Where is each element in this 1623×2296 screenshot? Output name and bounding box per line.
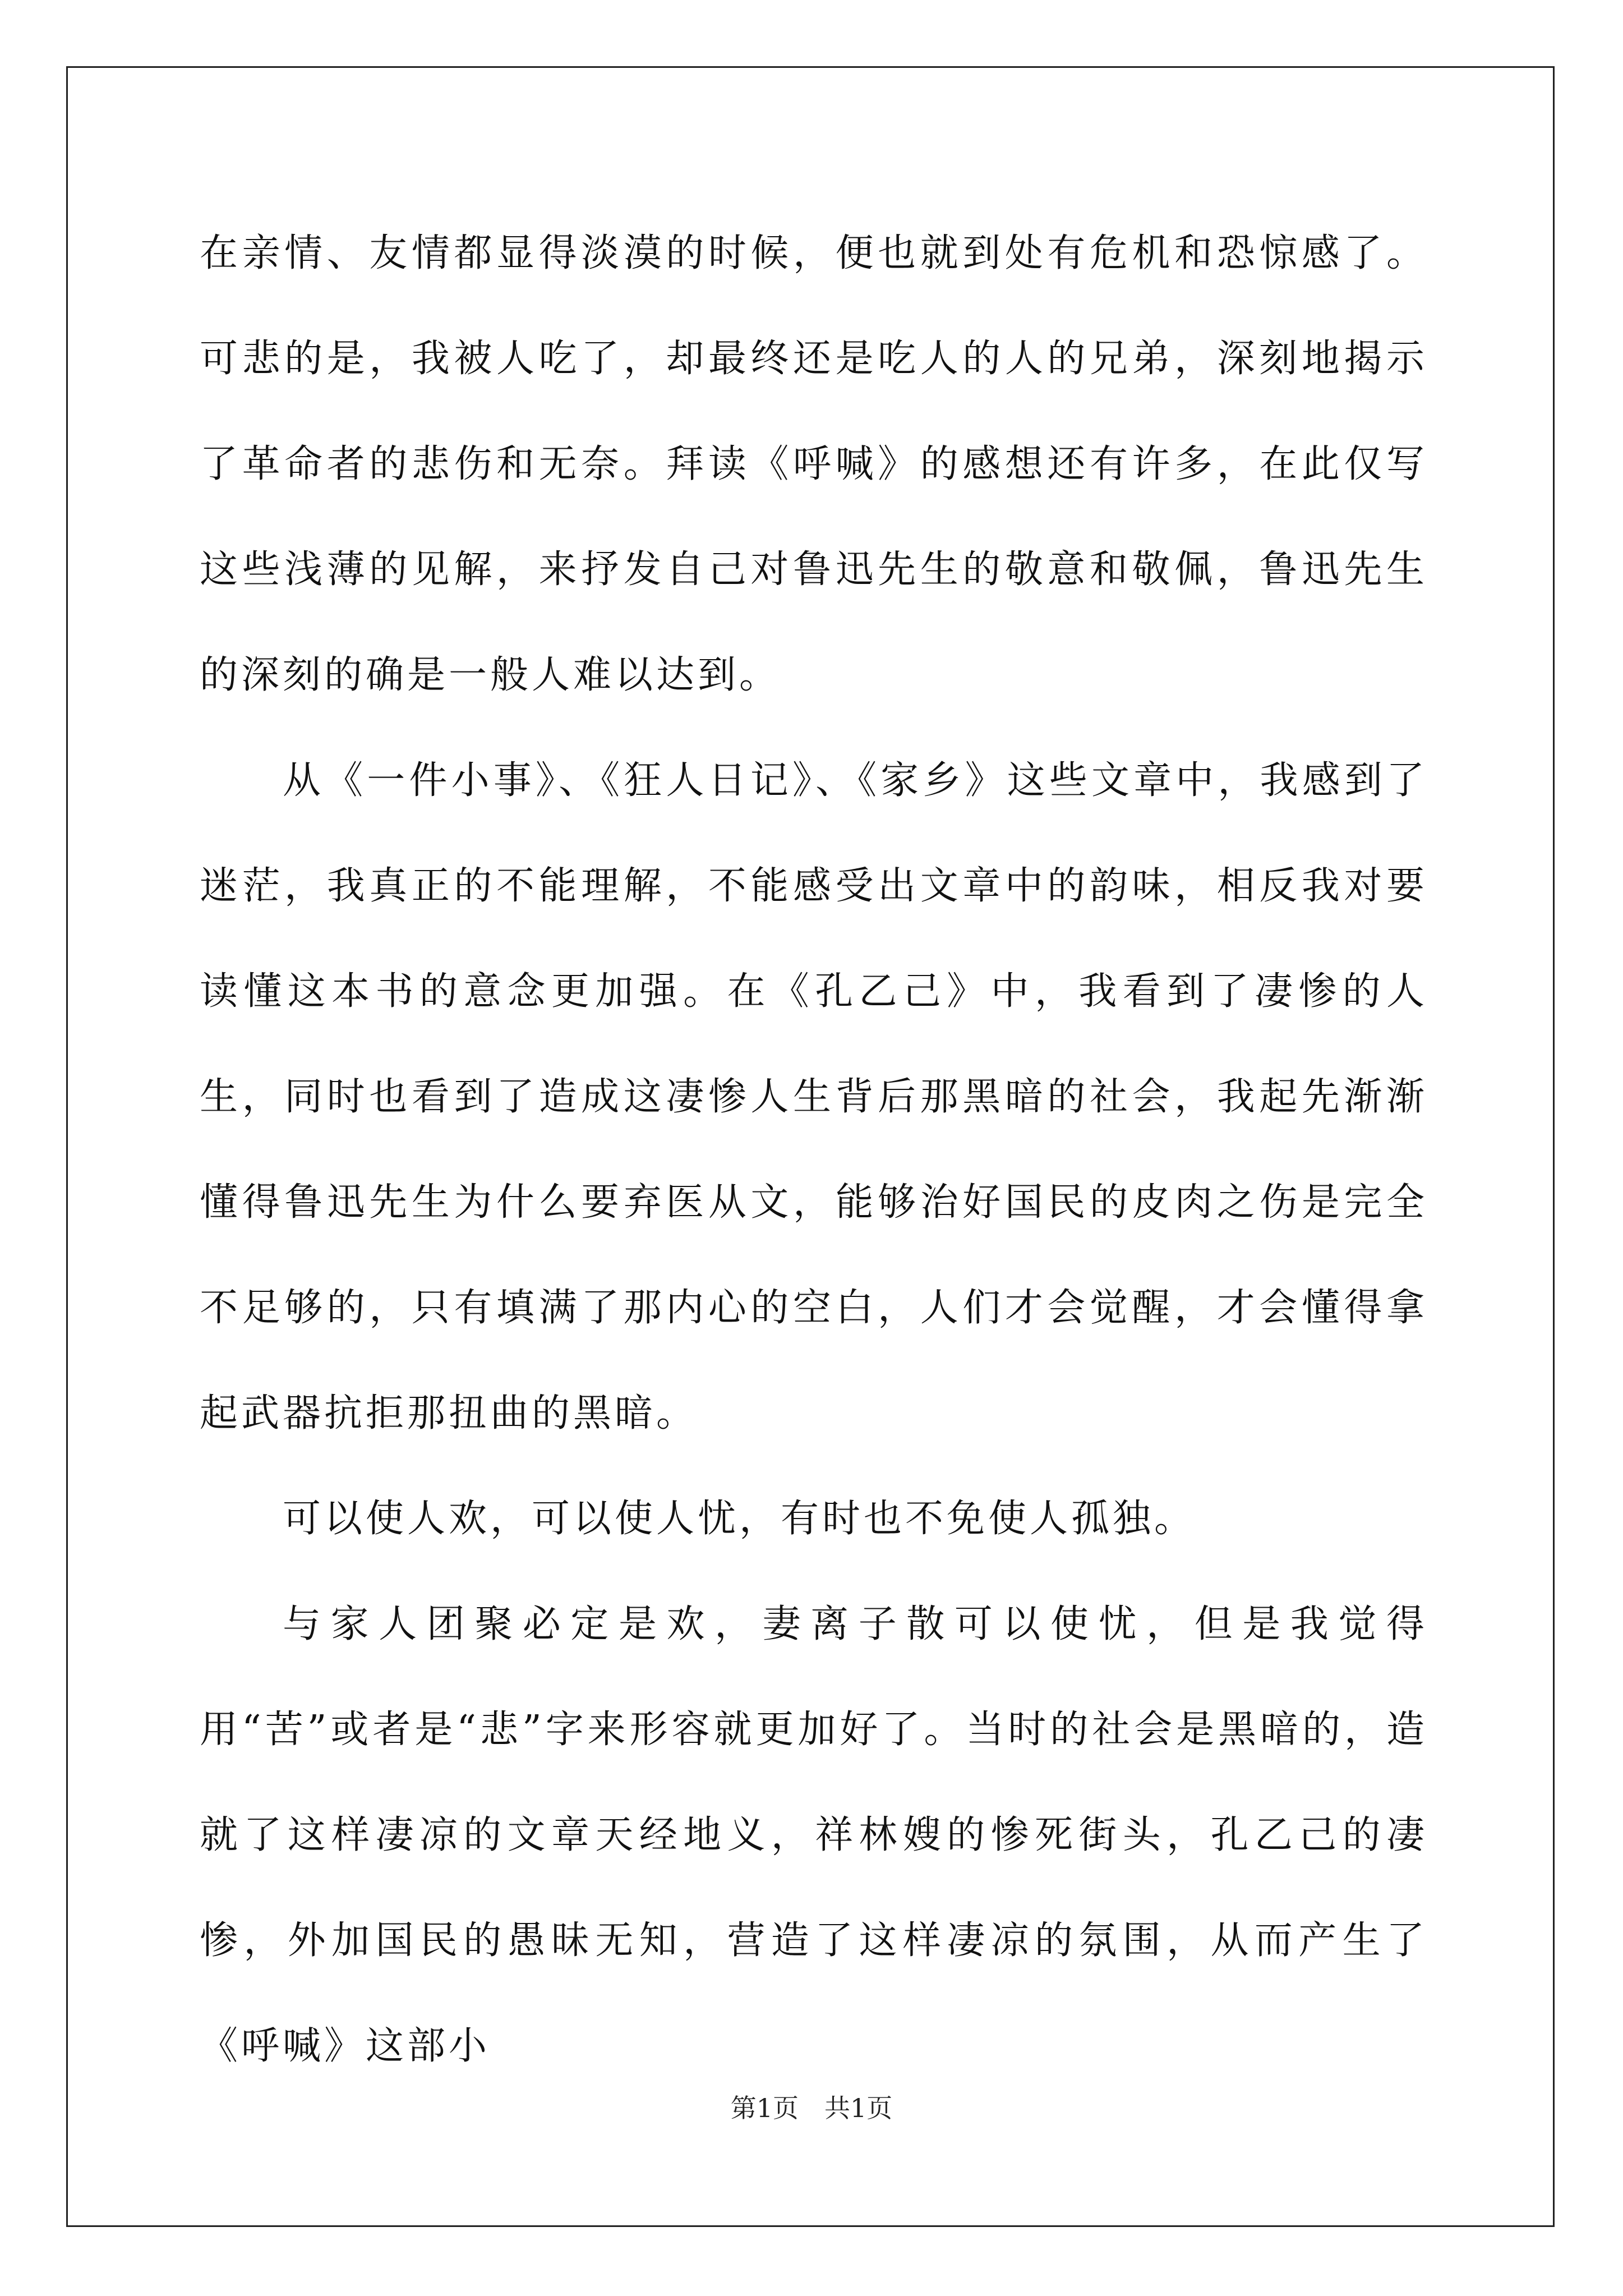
- page-footer: 第1页 共1页: [730, 2093, 893, 2123]
- paragraph-2: 从《一件小事》、《狂人日记》、《家乡》这些文章中，我感到了迷茫，我真正的不能理解，不能感受出文章中的韵味，相反我对要读懂这本书的意念更加强。在《孔乙己》中，我看到了凄惨的人生，同时也看到了造成这凄惨人生背后那黑暗的社会，我起先渐渐懂得鲁迅先生为什么要弃医从文，能够治好国民的皮肉之伤是完全不足够的，只有填满了那内心的空白，人们才会觉醒，才会懂得拿起武器抗拒那扭曲的黑暗。: [200, 758, 1428, 1435]
- paragraph-4: 与家人团聚必定是欢，妻离子散可以使忧，但是我觉得用“苦”或者是“悲”字来形容就更加好了。当时的社会是黑暗的，造就了这样凄凉的文章天经地义，祥林嫂的惨死街头，孔乙己的凄惨，外加国民的愚昧无知，营造了这样凄凉的氛围，从而产生了《呼喊》这部小: [200, 1602, 1428, 2068]
- document-body: [200, 201, 1428, 2099]
- paragraph-3: 可以使人欢，可以使人忧，有时也不免使人孤独。: [283, 1497, 1196, 1541]
- paragraph-1: 在亲情、友情都显得淡漠的时候，便也就到处有危机和恐惊感了。可悲的是，我被人吃了，却最终还是吃人的人的兄弟，深刻地揭示了革命者的悲伤和无奈。拜读《呼喊》的感想还有许多，在此仅写这些浅薄的见解，来抒发自己对鲁迅先生的敬意和敬佩，鲁迅先生的深刻的确是一般人难以达到。: [200, 231, 1428, 697]
